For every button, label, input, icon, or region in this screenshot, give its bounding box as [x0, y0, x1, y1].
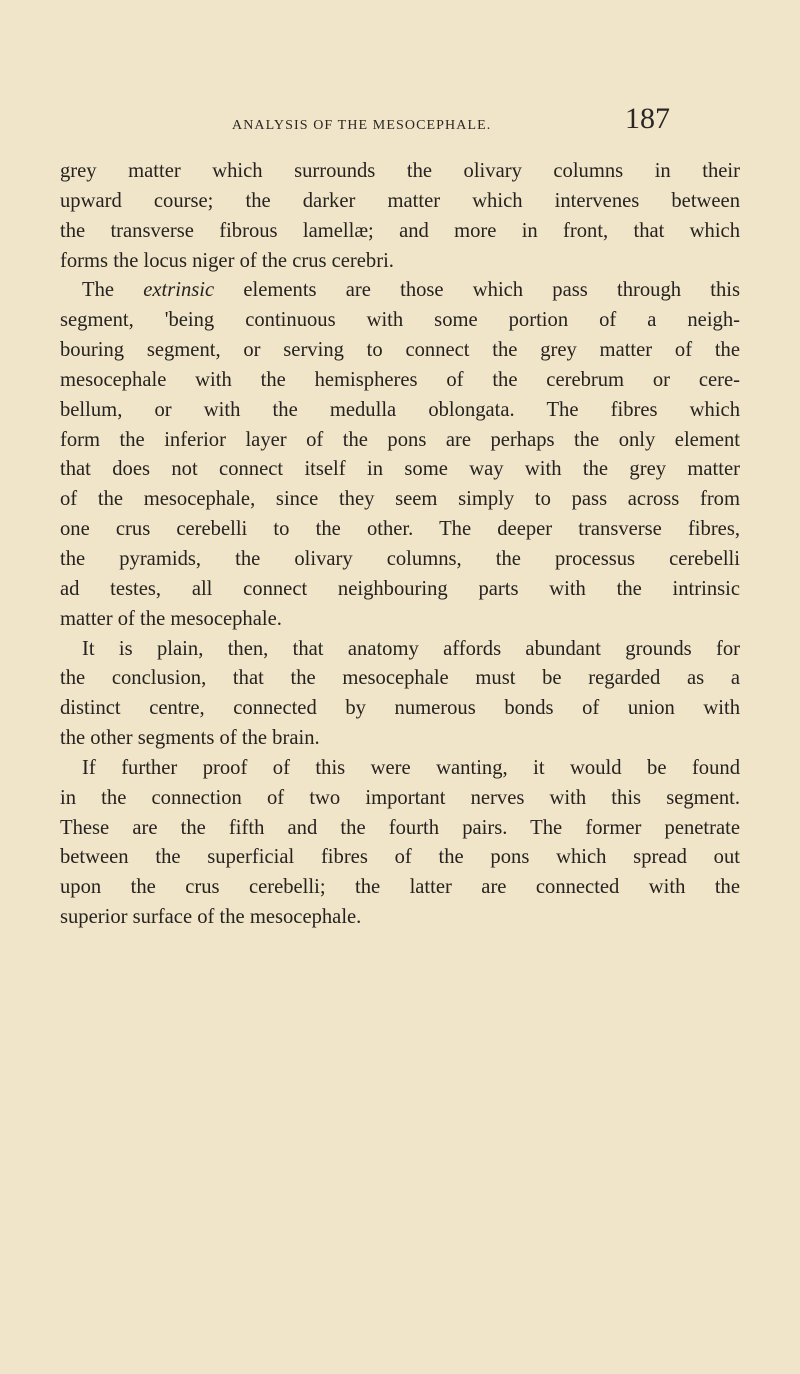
text-line-with-italic — [60, 276, 740, 306]
text-line: segment, 'being continuous with some portion of a neigh- — [60, 309, 740, 332]
running-head — [232, 102, 670, 140]
text-line: the other segments of the brain. — [60, 727, 320, 750]
text-line: These are the fifth and the fourth pairs. The former penetrate — [60, 816, 740, 839]
text-line: the transverse fibrous lamellæ; and more in front, that which — [60, 219, 740, 242]
text-line: bellum, or with the medulla oblongata. The fibres which — [60, 398, 740, 421]
italic-word: extrinsic — [143, 279, 215, 302]
text-line: distinct centre, connected by numerous bonds of union with — [60, 697, 740, 720]
text-line: If further proof of this were wanting, it would be found — [82, 756, 740, 779]
text-line: one crus cerebelli to the other. The deeper transverse fibres, — [60, 518, 740, 541]
text-line: the pyramids, the olivary columns, the processus cerebelli — [60, 547, 740, 570]
text-line: in the connection of two important nerves with this segment. — [60, 786, 740, 809]
text-line: of the mesocephale, since they seem simply to pass across from — [60, 488, 740, 511]
text-line: forms the locus niger of the crus cerebri. — [60, 249, 394, 272]
text-line: mesocephale with the hemispheres of the cerebrum or cere- — [60, 368, 740, 391]
text-line: bouring segment, or serving to connect the grey matter of the — [60, 339, 740, 362]
text-line: superior surface of the mesocephale. — [60, 906, 362, 929]
text-line: between the superficial fibres of the pons which spread out — [60, 846, 740, 869]
text-line: form the inferior layer of the pons are perhaps the only element — [60, 428, 740, 451]
running-title: ANALYSIS OF THE MESOCEPHALE. — [232, 118, 492, 133]
text-line: the conclusion, that the mesocephale must be regarded as a — [60, 667, 740, 690]
text-line: upward course; the darker matter which intervenes between — [60, 189, 740, 212]
text-line: matter of the mesocephale. — [60, 607, 282, 630]
text-line: ad testes, all connect neighbouring parts with the intrinsic — [60, 577, 740, 600]
text-line: It is plain, then, that anatomy affords abundant grounds for — [82, 637, 740, 660]
text-line: upon the crus cerebelli; the latter are connected with the — [60, 876, 740, 899]
body-text — [60, 157, 740, 933]
text-fragment: The — [82, 279, 144, 302]
text-line: grey matter which surrounds the olivary columns in their — [60, 160, 740, 182]
text-fragment: elements are those which pass through this — [214, 279, 740, 302]
page-number: 187 — [625, 102, 670, 135]
text-line: that does not connect itself in some way with the grey matter — [60, 458, 740, 481]
